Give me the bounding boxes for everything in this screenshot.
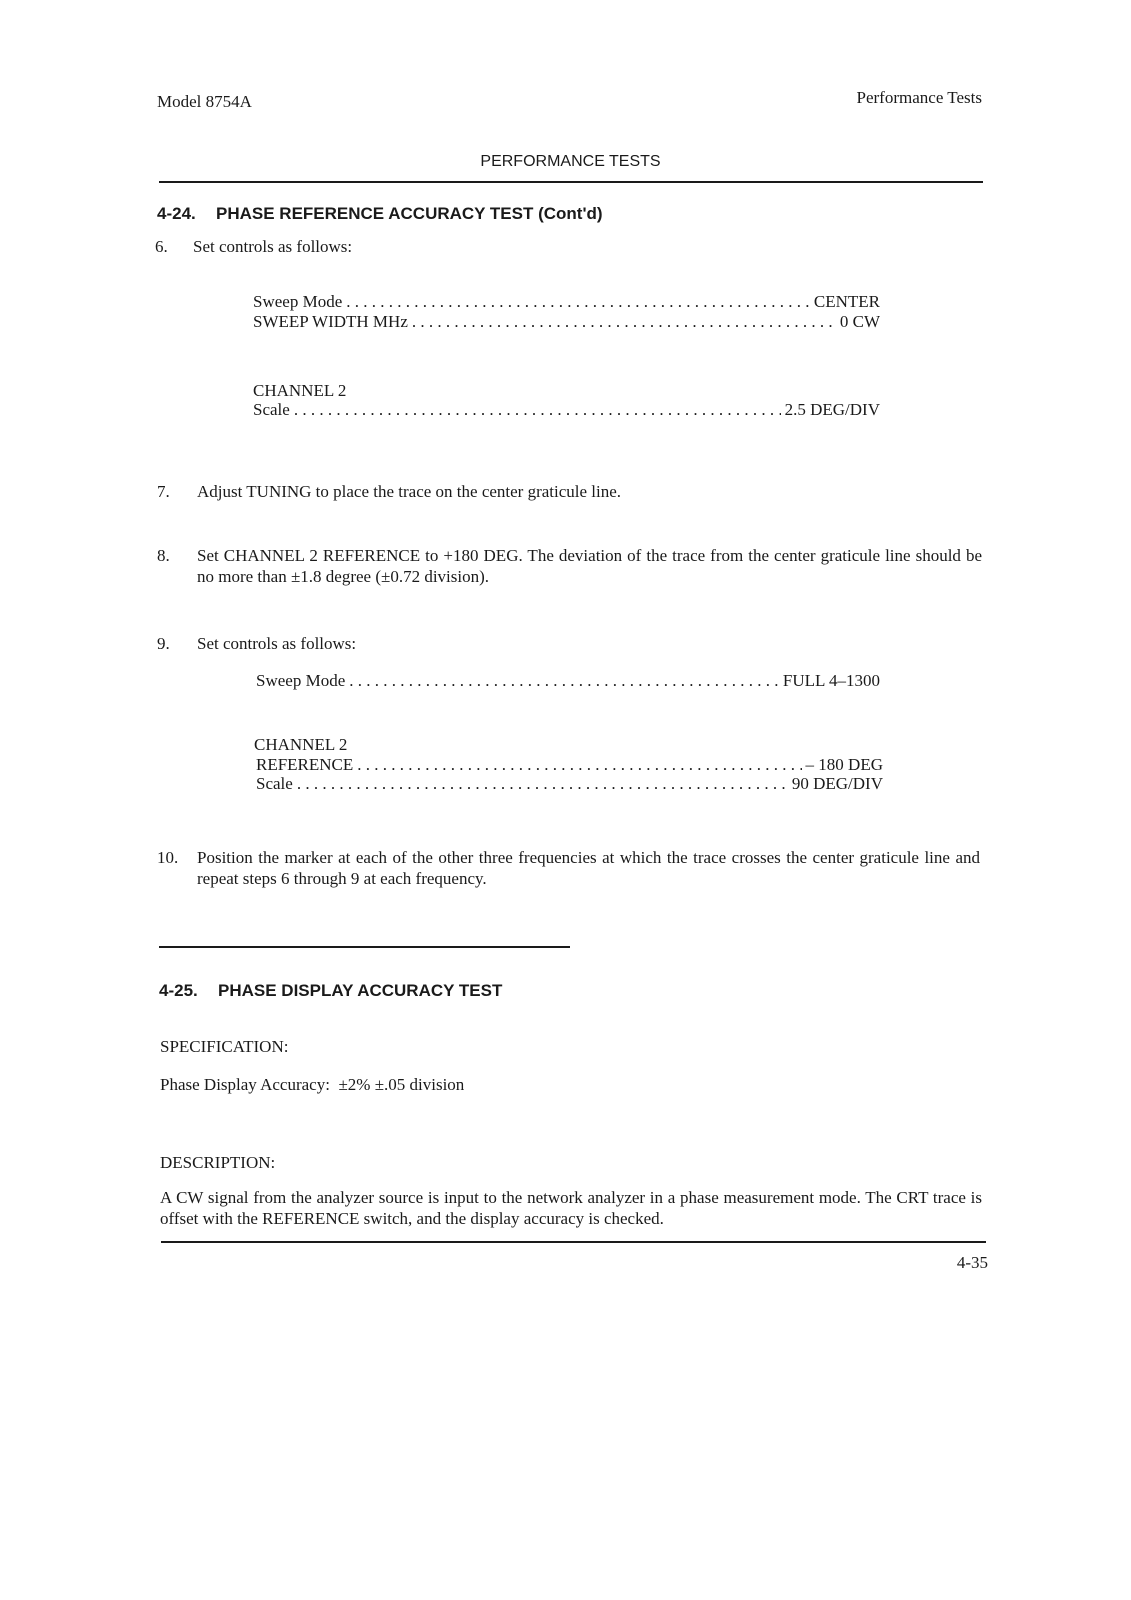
- step-number: 7.: [157, 482, 170, 501]
- step-6: [155, 236, 985, 258]
- control-row: [256, 774, 883, 794]
- top-rule: [159, 181, 983, 183]
- description-text: A CW signal from the analyzer source is input to the network analyzer in a phase measurement mode. The CRT trace is offset with the REFERENCE switch, and the display accuracy is checked.: [160, 1188, 982, 1228]
- step-text: Set CHANNEL 2 REFERENCE to +180 DEG. The deviation of the trace from the center graticule line should be no more than ±1.8 degree (±0.72 division).: [197, 546, 982, 586]
- step-text: Set controls as follows:: [197, 634, 357, 653]
- step-number: 6.: [155, 237, 168, 256]
- section-rule: [159, 946, 570, 948]
- step-number: 10.: [157, 848, 179, 867]
- page-number: 4-35: [956, 1253, 988, 1272]
- section-title: PHASE REFERENCE ACCURACY TEST (Cont'd): [216, 204, 603, 223]
- step-text: Adjust TUNING to place the trace on the center graticule line.: [197, 482, 622, 501]
- step-text: Set controls as follows:: [193, 237, 353, 256]
- control-row: [253, 292, 880, 312]
- step-number: 9.: [157, 634, 170, 653]
- channel-heading: CHANNEL 2: [254, 735, 348, 754]
- section-number: 4-25.: [159, 981, 198, 1000]
- control-value: 2.5 DEG/DIV: [784, 400, 880, 419]
- bottom-rule: [161, 1241, 986, 1243]
- dot-leader: [297, 774, 788, 794]
- control-label: REFERENCE: [256, 755, 354, 774]
- dot-leader: [346, 292, 810, 312]
- channel-heading: CHANNEL 2: [253, 381, 347, 400]
- control-label: Scale: [253, 400, 290, 419]
- control-value: – 180 DEG: [805, 755, 883, 774]
- step-8: [157, 545, 987, 589]
- specification-text: Phase Display Accuracy: ±2% ±.05 division: [160, 1075, 465, 1094]
- section-number: 4-24.: [157, 204, 196, 223]
- step-number: 8.: [157, 546, 170, 565]
- control-row: [256, 755, 883, 775]
- step-7: [157, 481, 987, 503]
- description-heading: DESCRIPTION:: [160, 1153, 276, 1172]
- control-value: 90 DEG/DIV: [791, 774, 883, 793]
- control-label: SWEEP WIDTH MHz: [253, 312, 408, 331]
- dot-leader: [357, 755, 801, 775]
- page-heading: PERFORMANCE TESTS: [480, 153, 661, 170]
- specification-heading: SPECIFICATION:: [160, 1037, 289, 1056]
- step-10: [157, 847, 987, 891]
- control-label: Sweep Mode: [253, 292, 343, 311]
- header-model: Model 8754A: [157, 92, 252, 111]
- step-text: Position the marker at each of the other three frequencies at which the trace crosses the center graticule line and repeat steps 6 through 9 at each frequency.: [197, 848, 980, 888]
- control-row: [256, 671, 880, 691]
- dot-leader: [412, 312, 836, 332]
- control-value: 0 CW: [839, 312, 880, 331]
- dot-leader: [294, 400, 781, 420]
- dot-leader: [349, 671, 779, 691]
- control-label: Scale: [256, 774, 293, 793]
- control-row: [253, 400, 880, 420]
- step-9: [157, 633, 987, 655]
- control-value: CENTER: [813, 292, 880, 311]
- header-section: Performance Tests: [856, 88, 982, 107]
- control-row: [253, 312, 880, 332]
- section-title: PHASE DISPLAY ACCURACY TEST: [218, 981, 503, 1000]
- control-label: Sweep Mode: [256, 671, 346, 690]
- control-value: FULL 4–1300: [782, 671, 880, 690]
